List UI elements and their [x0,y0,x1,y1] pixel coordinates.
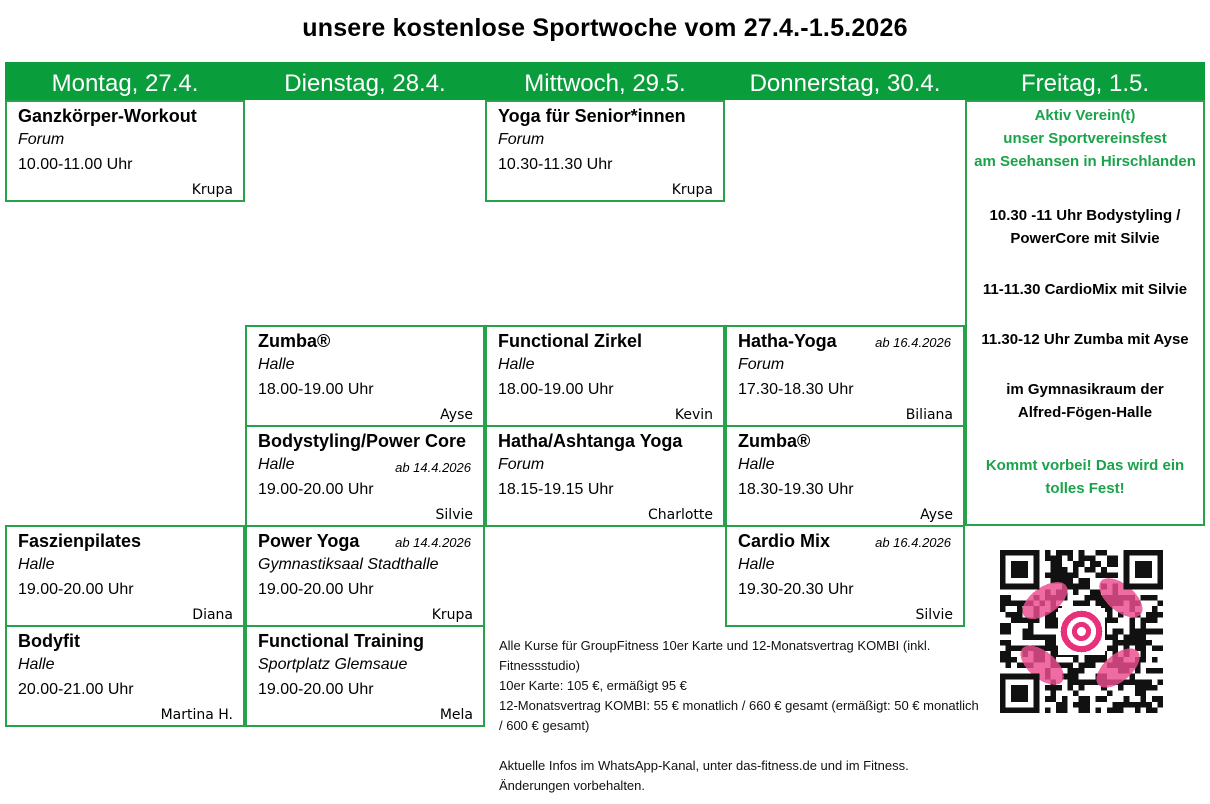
news-info: Aktuelle Infos im WhatsApp-Kanal, unter das-fitness.de und im Fitness. [499,758,909,773]
day-header-friday: Freitag, 1.5. [965,62,1205,100]
course-card-functional-zirkel [485,325,725,427]
course-name: Bodyfit [18,631,80,651]
course-time: 18.15-19.15 Uhr [498,481,614,498]
course-name: Hatha-Yoga [738,331,837,351]
course-time: 18.30-19.30 Uhr [738,481,854,498]
course-time: 18.00-19.00 Uhr [258,381,374,398]
course-card-ganzkoerper-workout [5,100,245,202]
disclaimer: Änderungen vorbehalten. [499,778,646,793]
course-time: 19.30-20.30 Uhr [738,581,854,598]
course-time: 18.00-19.00 Uhr [498,381,614,398]
course-time: 10.30-11.30 Uhr [498,156,613,173]
course-location: Forum [18,131,65,148]
course-name: Functional Zirkel [498,331,643,351]
course-name: Faszienpilates [18,531,142,551]
course-time: 19.00-20.00 Uhr [258,681,374,698]
pricing-info [499,636,984,796]
course-instructor: Biliana [905,407,953,423]
course-name: Ganzkörper-Workout [18,106,197,126]
course-location: Halle [498,356,535,373]
course-start-note: ab 14.4.2026 [395,460,471,475]
course-instructor: Krupa [191,182,233,198]
day-header-tuesday: Dienstag, 28.4. [245,62,485,100]
day-header-wednesday: Mittwoch, 29.5. [485,62,725,100]
course-instructor: Krupa [671,182,713,198]
course-name: Bodystyling/Power Core [258,431,467,451]
course-location: Forum [498,456,545,473]
course-instructor: Diana [192,607,233,623]
course-name: Hatha/Ashtanga Yoga [498,431,683,451]
course-card-power-yoga [245,525,485,627]
qr-code-icon[interactable] [1000,550,1163,713]
friday-event-box [965,100,1205,526]
course-name: Power Yoga [258,531,360,551]
course-instructor: Martina H. [160,707,233,723]
course-instructor: Silvie [915,607,953,623]
course-instructor: Mela [439,707,473,723]
course-time: 19.00-20.00 Uhr [258,581,374,598]
day-header-monday: Montag, 27.4. [5,62,245,100]
course-name: Cardio Mix [738,531,831,551]
course-name: Yoga für Senior*innen [498,106,686,126]
course-time: 20.00-21.00 Uhr [18,681,134,698]
course-card-zumba-thursday [725,425,965,527]
price-kombi: 12-Monatsvertrag KOMBI: 55 € monatlich / 660 € gesamt (ermäßigt: 50 € monatlich / 600 € gesamt) [499,698,979,733]
course-card-bodyfit [5,625,245,727]
course-card-yoga-senioren [485,100,725,202]
course-card-cardio-mix [725,525,965,627]
course-location: Gymnastiksaal Stadthalle [258,556,439,573]
course-location: Sportplatz Glemsaue [258,656,408,673]
course-card-zumba-tuesday [245,325,485,427]
course-name: Zumba® [738,431,811,451]
page-title: unsere kostenlose Sportwoche vom 27.4.-1.5.2026 [302,14,908,42]
course-location: Forum [498,131,545,148]
course-name: Functional Training [258,631,424,651]
course-instructor: Ayse [440,407,473,423]
course-time: 17.30-18.30 Uhr [738,381,854,398]
event-closing: Kommt vorbei! Das wird ein tolles Fest! [985,457,1185,497]
day-header-thursday: Donnerstag, 30.4. [725,62,965,100]
course-start-note: ab 14.4.2026 [395,535,471,550]
event-schedule-1: 10.30 -11 Uhr Bodystyling / PowerCore mit Silvie [989,207,1181,247]
course-instructor: Charlotte [647,507,713,523]
course-time: 19.00-20.00 Uhr [258,481,374,498]
course-location: Halle [738,456,775,473]
course-name: Zumba® [258,331,331,351]
course-instructor: Krupa [431,607,473,623]
event-schedule-2: 11-11.30 CardioMix mit Silvie [982,281,1188,298]
course-start-note: ab 16.4.2026 [875,335,951,350]
pricing-intro: Alle Kurse für GroupFitness 10er Karte und 12-Monatsvertrag KOMBI (inkl. Fitnessstudio) [499,638,931,673]
course-instructor: Kevin [674,407,713,423]
course-start-note: ab 16.4.2026 [875,535,951,550]
course-card-functional-training [245,625,485,727]
event-venue: im Gymnasikraum der Alfred-Fögen-Halle [1006,381,1164,421]
course-location: Halle [18,556,55,573]
course-location: Halle [18,656,55,673]
course-card-hatha-yoga [725,325,965,427]
course-instructor: Silvie [435,507,473,523]
course-card-bodystyling [245,425,485,527]
price-10er: 10er Karte: 105 €, ermäßigt 95 € [499,678,687,693]
course-location: Halle [738,556,775,573]
course-time: 19.00-20.00 Uhr [18,581,134,598]
course-card-faszienpilates [5,525,245,627]
course-card-hatha-ashtanga [485,425,725,527]
event-schedule-3: 11.30-12 Uhr Zumba mit Ayse [981,331,1189,348]
course-time: 10.00-11.00 Uhr [18,156,133,173]
course-location: Halle [258,456,295,473]
course-location: Forum [738,356,785,373]
course-instructor: Ayse [920,507,953,523]
course-location: Halle [258,356,295,373]
event-title: Aktiv Verein(t) unser Sportvereinsfest am Seehansen in Hirschlanden [974,107,1196,170]
